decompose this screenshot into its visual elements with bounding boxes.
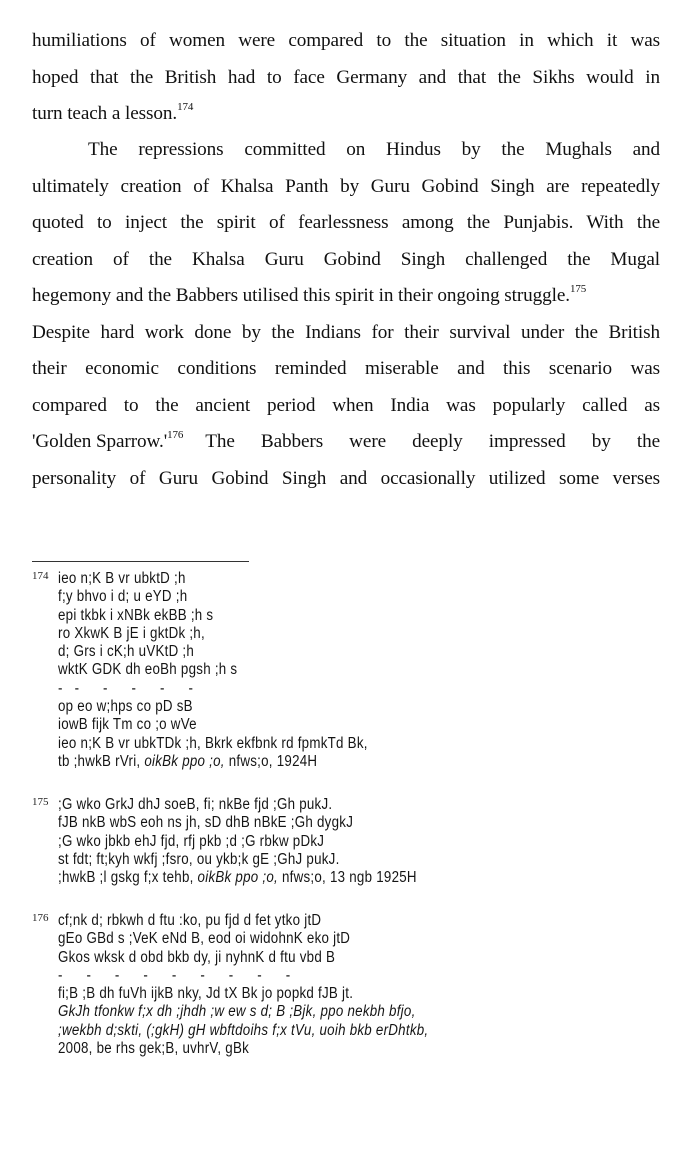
- footnote-line: ;G wko GrkJ dhJ soeB, fi; nkBe fjd ;Gh pukJ.: [58, 796, 333, 813]
- footnote-line: ro XkwK B jE i gktDk ;h,: [58, 624, 205, 642]
- text-segment: turn teach a lesson.: [32, 103, 178, 124]
- text-line: ultimately creation of Khalsa Panth by Guru Gobind Singh are repeatedly: [32, 175, 660, 197]
- footnote-dashes: - - - - - - - - -: [58, 966, 291, 984]
- footnote-line: ;wekbh d;skti, (;gkH) gH wbftdoihs f;x tVu, uoih bkb erDhtkb,: [58, 1021, 429, 1039]
- footnote-line: ieo n;K B vr ubkTDk ;h, Bkrk ekfbnk rd fpmkTd Bk,: [58, 734, 368, 752]
- text-line: [32, 96, 660, 133]
- footnote-ref-175[interactable]: 175: [569, 282, 587, 295]
- footnote-line: iowB fijk Tm co ;o wVe: [58, 716, 197, 734]
- footnote-separator: [32, 561, 249, 562]
- text-segment: hegemony and the Babbers utilised this spirit in their ongoing struggle.: [32, 285, 570, 306]
- footnote-line: [58, 753, 368, 771]
- footnote-line: ;G wko jbkb ehJ fjd, rfj pkb ;d ;G rbkw pDkJ: [58, 832, 325, 850]
- footnote-body: [58, 912, 489, 1058]
- footnote-line: cf;nk d; rbkwh d ftu :ko, pu fjd d fet ytko jtD: [58, 912, 322, 929]
- footnote-dashes: - - - - - -: [58, 679, 194, 697]
- footnote-body: [58, 570, 418, 771]
- footnote-number: 174: [32, 570, 49, 582]
- footnote-ref-176[interactable]: 176: [167, 428, 184, 441]
- text-line: their economic conditions reminded miserable and this scenario was: [32, 358, 660, 379]
- footnote-number: 175: [32, 796, 49, 808]
- footnote-line: d; Grs i cK;h uVKtD ;h: [58, 643, 195, 661]
- footnote-body: [58, 796, 475, 887]
- footnote-line: ieo n;K B vr ubktD ;h: [58, 570, 186, 587]
- text-segment: tb ;hwkB rVri,: [58, 752, 145, 770]
- paragraph-2: [32, 132, 660, 497]
- source-title: oikBk ppo ;o,: [197, 869, 278, 887]
- source-title: oikBk ppo ;o,: [144, 752, 225, 770]
- footnote-line: [58, 869, 417, 887]
- footnote-line: fi;B ;B dh fuVh ijkB nky, Jd tX Bk jo popkd fJB jt.: [58, 985, 354, 1003]
- text-line: quoted to inject the spirit of fearlessness among the Punjabis. With the: [32, 212, 660, 233]
- footnote-line: op eo w;hps co pD sB: [58, 698, 193, 716]
- text-line: hoped that the British had to face Germany and that the Sikhs would in: [32, 66, 660, 88]
- text-line: The repressions committed on Hindus by the Mughals and: [88, 139, 660, 160]
- text-line: [32, 424, 660, 461]
- text-line: Despite hard work done by the Indians for their survival under the British: [32, 321, 660, 343]
- text-segment: nfws;o, 1924H: [224, 752, 318, 770]
- text-line: humiliations of women were compared to the situation in which it was: [32, 30, 660, 51]
- footnote-number: 176: [32, 912, 49, 924]
- text-line: creation of the Khalsa Guru Gobind Singh challenged the Mugal: [32, 248, 660, 270]
- footnote-line: wktK GDK dh eoBh pgsh ;h s: [58, 661, 238, 679]
- text-line: personality of Guru Gobind Singh and occasionally utilized some verses: [32, 467, 660, 489]
- text-segment: [32, 424, 183, 461]
- text-segment: The Babbers were deeply impressed by the: [205, 431, 660, 452]
- text-segment: nfws;o, 13 ngb 1925H: [277, 869, 417, 887]
- text-segment: ;hwkB ;l gskg f;x tehb,: [58, 869, 198, 887]
- text-line: compared to the ancient period when India was popularly called as: [32, 394, 660, 416]
- text-line: [32, 278, 660, 315]
- footnote-line: Gkos wksk d obd bkb dy, ji nyhnK d ftu vbd B: [58, 948, 336, 966]
- footnote-line: 2008, be rhs gek;B, uvhrV, gBk: [58, 1040, 250, 1058]
- footnote-line: GkJh tfonkw f;x dh ;jhdh ;w ew s d; B ;Bjk, ppo nekbh bfjo,: [58, 1003, 416, 1021]
- footnote-line: fJB nkB wbS eoh ns jh, sD dhB nBkE ;Gh dygkJ: [58, 814, 354, 832]
- paragraph-1: [32, 23, 660, 133]
- footnote-line: gEo GBd s ;VeK eNd B, eod oi widohnK eko jtD: [58, 930, 351, 948]
- footnote-line: st fdt; ft;kyh wkfj ;fsro, ou ykb;k gE ;GhJ pukJ.: [58, 850, 340, 868]
- footnote-line: f;y bhvo i d; u eYD ;h: [58, 588, 188, 606]
- footnote-ref-174[interactable]: 174: [177, 100, 194, 113]
- text-segment: 'Golden Sparrow.': [32, 431, 168, 452]
- footnote-line: epi tkbk i xNBk ekBB ;h s: [58, 606, 214, 624]
